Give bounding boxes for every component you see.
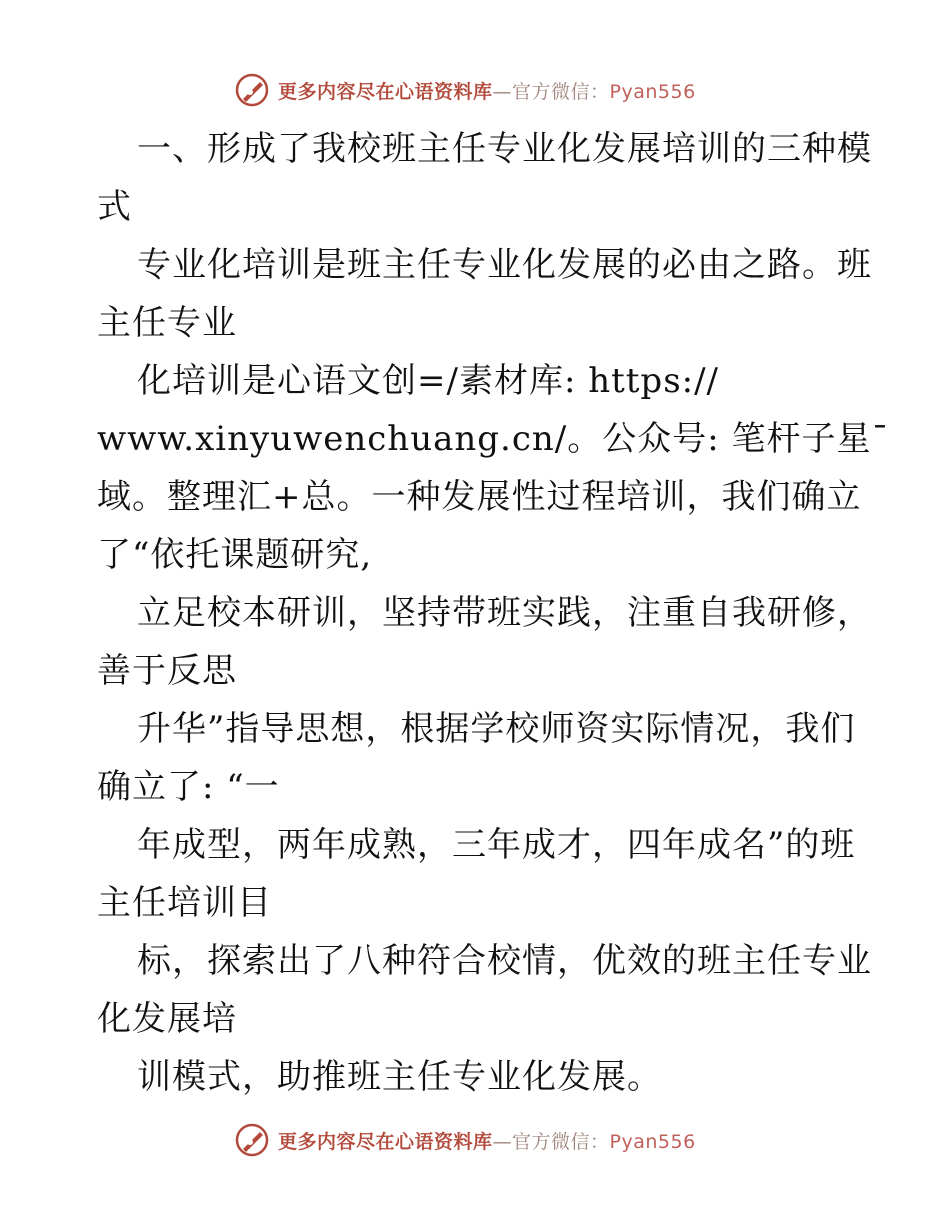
text-line: 主任专业 [97,303,237,343]
text-line: 式 [97,187,132,227]
text-line: www.xinyuwenchuang.cn/。公众号: 笔杆子星¯ [97,419,890,459]
watermark-label: 官方微信： [512,1130,610,1153]
quill-logo-icon [234,1122,270,1158]
document-body [97,120,890,1106]
header-watermark [234,70,696,110]
text-line: 标，探索出了八种符合校情，优效的班主任专业 [137,941,872,981]
text-line: 训模式，助推班主任专业化发展。 [137,1057,662,1097]
watermark-separator: — [492,1130,513,1153]
watermark-id: Pyan556 [609,1130,696,1153]
text-line: 升华”指导思想，根据学校师资实际情况，我们 [137,709,856,749]
text-line: 年成型，两年成熟，三年成才，四年成名”的班 [137,825,856,865]
text-line: 立足校本研训，坚持带班实践，注重自我研修， [137,593,872,633]
text-line: 专业化培训是班主任专业化发展的必由之路。班 [137,245,872,285]
footer-watermark [234,1120,696,1160]
text-line: 主任培训目 [97,883,272,923]
text-line: 善于反思 [97,651,237,691]
text-line: 化发展培 [97,999,237,1039]
text-line: 了“依托课题研究, [97,535,373,575]
quill-logo-icon [234,72,270,108]
text-line: 化培训是心语文创=/素材库: https:// [137,361,720,401]
section-heading: 一、形成了我校班主任专业化发展培训的三种模 [137,129,872,169]
watermark-main-text: 更多内容尽在心语资料库 [278,80,493,103]
watermark-id: Pyan556 [609,80,696,103]
watermark-main-text: 更多内容尽在心语资料库 [278,1130,493,1153]
text-line: 域。整理汇+总。一种发展性过程培训，我们确立 [97,477,862,517]
text-line: 确立了: “一 [97,767,280,807]
watermark-label: 官方微信： [512,80,610,103]
watermark-separator: — [492,80,513,103]
